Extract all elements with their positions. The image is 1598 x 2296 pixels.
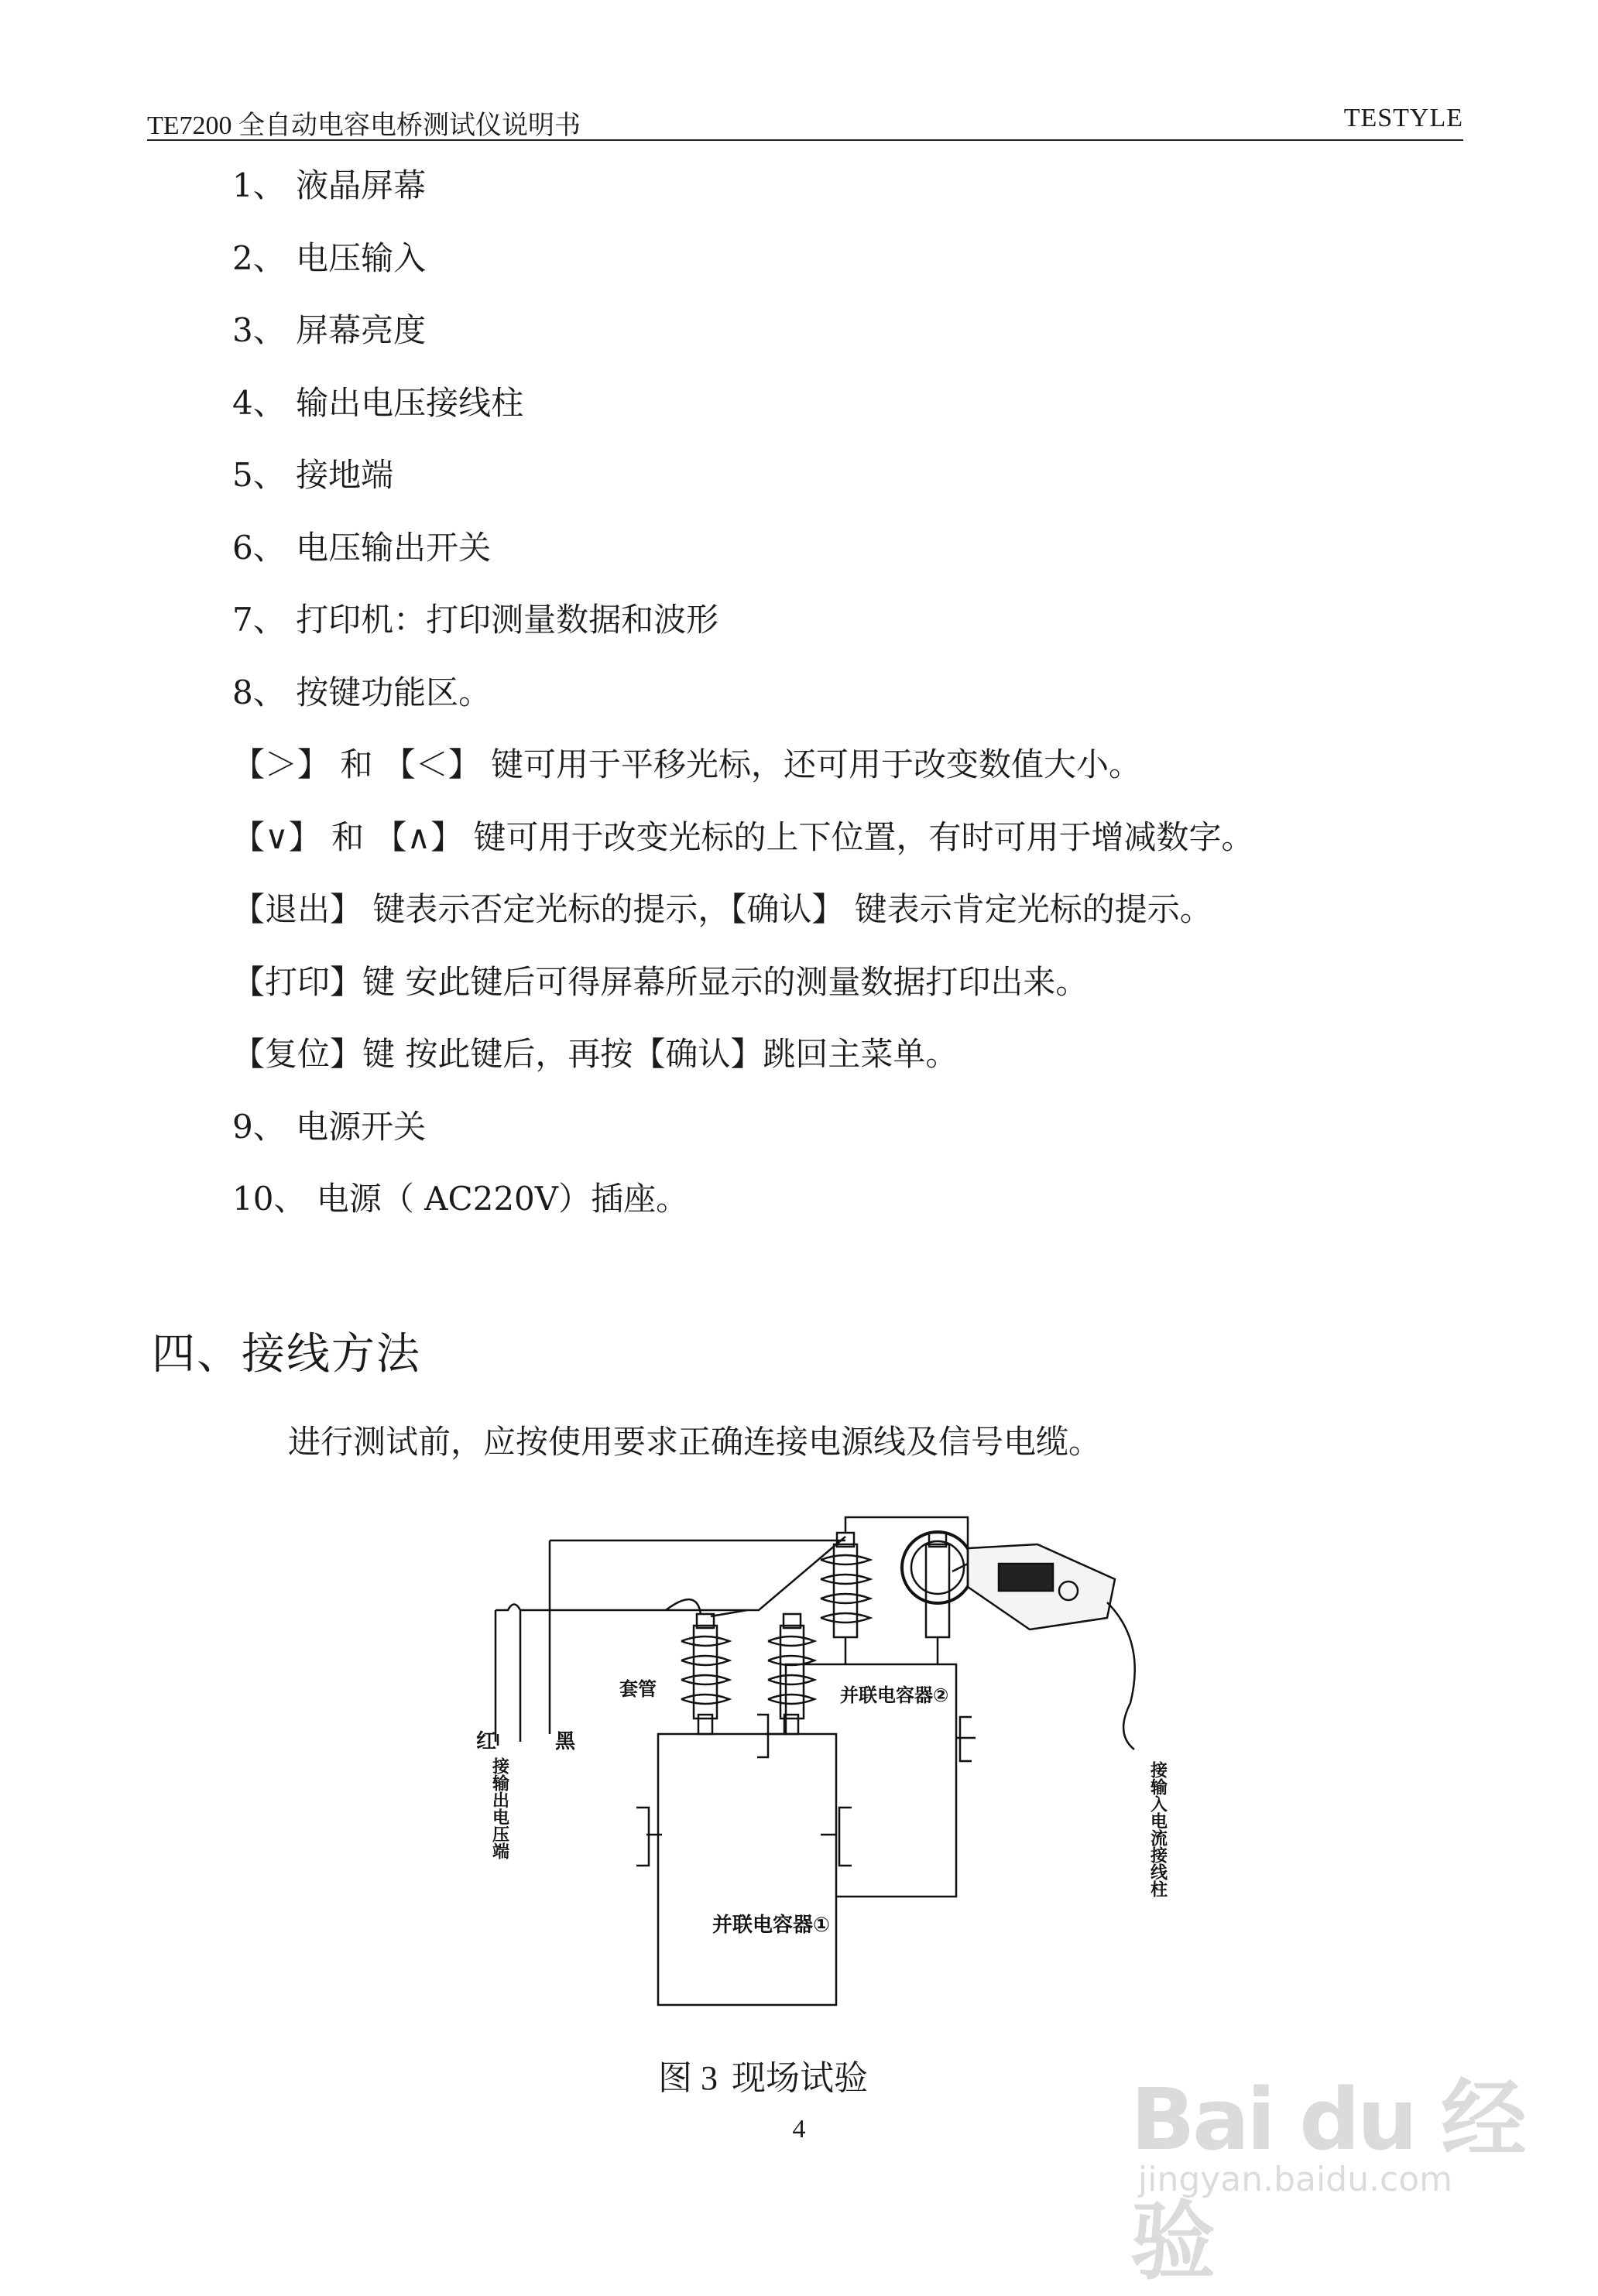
svg-text:并联电容器②: 并联电容器② <box>840 1684 949 1706</box>
page-header <box>147 99 1463 141</box>
component-list <box>232 159 1510 1245</box>
bushing-2 <box>768 1614 814 1734</box>
svg-text:套管: 套管 <box>619 1678 657 1700</box>
svg-text:接输入电流接线柱: 接输入电流接线柱 <box>1147 1761 1168 1897</box>
list-item: 1、 液晶屏幕 <box>232 166 427 204</box>
figure-caption <box>658 2050 968 2099</box>
list-item: 4、 输出电压接线柱 <box>232 383 524 422</box>
list-item: 6、 电压输出开关 <box>232 528 492 567</box>
bushing-1 <box>681 1614 729 1734</box>
clamp-meter <box>952 1544 1115 1629</box>
list-item: 8、 按键功能区。 <box>232 673 492 711</box>
svg-text:接输出电压端: 接输出电压端 <box>489 1757 509 1859</box>
list-item: 3、 屏幕亮度 <box>232 311 427 349</box>
section-title: 四、接线方法 <box>152 1329 421 1379</box>
page-number: 4 <box>792 2115 806 2144</box>
section-intro: 进行测试前，应按使用要求正确连接电源线及信号电缆。 <box>288 1423 1102 1461</box>
capacitor-1-box <box>658 1734 836 2005</box>
list-item: 10、 电源（ AC220V）插座。 <box>232 1180 689 1218</box>
key-description: 【＞】 和 【＜】 键可用于平移光标，还可用于改变数值大小。 <box>232 745 1142 783</box>
wiring-diagram <box>434 1502 1247 2044</box>
list-item: 9、 电源开关 <box>232 1107 427 1146</box>
list-item: 2、 电压输入 <box>232 238 427 277</box>
baidu-logo-watermark: Bai du 经验 <box>1130 2070 1524 2291</box>
watermark-url: jingyan.baidu.com <box>1138 2160 1453 2199</box>
key-description: 【复位】键 按此键后，再按【确认】跳回主菜单。 <box>232 1035 958 1073</box>
list-item: 7、 打印机：打印测量数据和波形 <box>232 601 719 639</box>
figure-caption-number: 图 3 <box>658 2059 718 2097</box>
svg-text:黑: 黑 <box>555 1730 576 1753</box>
bushing-4 <box>902 1532 973 1664</box>
key-description: 【∨】 和 【∧】 键可用于改变光标的上下位置，有时可用于增减数字。 <box>232 817 1254 856</box>
watermark <box>1130 2051 1533 2291</box>
header-title: TE7200 全自动电容电桥测试仪说明书 <box>147 111 581 140</box>
svg-text:并联电容器①: 并联电容器① <box>712 1914 831 1937</box>
svg-text:红: 红 <box>476 1730 497 1753</box>
header-brand: TESTYLE <box>1343 104 1463 132</box>
key-description: 【打印】键 安此键后可得屏幕所显示的测量数据打印出来。 <box>232 962 1089 1001</box>
list-item: 5、 接地端 <box>232 456 394 494</box>
wiring-diagram-svg <box>434 1502 1247 2044</box>
figure-caption-text: 现场试验 <box>732 2059 868 2097</box>
key-description: 【退出】 键表示否定光标的提示，【确认】 键表示肯定光标的提示。 <box>232 890 1212 928</box>
